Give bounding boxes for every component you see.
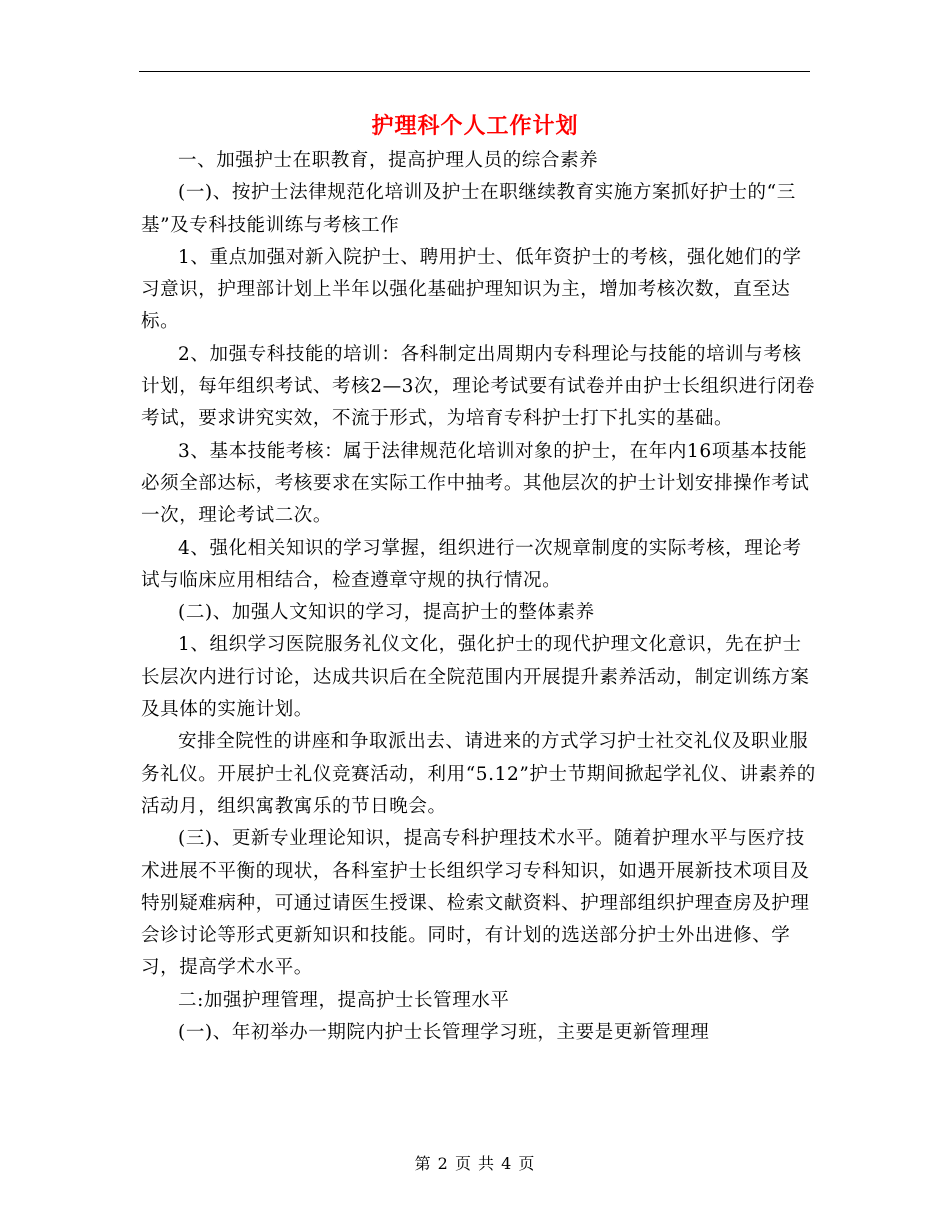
paragraph-2: (一)、按护士法律规范化培训及护士在职继续教育实施方案抓好护士的“三基”及专科技能训练与考核工作 bbox=[141, 182, 796, 236]
page-footer: 第 2 页 共 4 页 bbox=[414, 1154, 536, 1173]
paragraph-12: (一)、年初举办一期院内护士长管理学习班，主要是更新管理理 bbox=[178, 1022, 710, 1044]
document-title: 护理科个人工作计划 bbox=[371, 113, 579, 139]
paragraph-11: 二:加强护理管理，提高护士长管理水平 bbox=[178, 989, 510, 1011]
document-body bbox=[141, 145, 817, 1049]
header-rule bbox=[139, 71, 810, 72]
paragraph-9: 安排全院性的讲座和争取派出去、请进来的方式学习护士社交礼仪及职业服务礼仪。开展护士礼仪竞赛活动，利用“5.12”护士节期间掀起学礼仪、讲素养的活动月，组织寓教寓乐的节日晚会。 bbox=[141, 731, 816, 817]
paragraph-6: 4、强化相关知识的学习掌握，组织进行一次规章制度的实际考核，理论考试与临床应用相结合，检查遵章守规的执行情况。 bbox=[141, 537, 802, 591]
paragraph-4: 2、加强专科技能的培训：各科制定出周期内专科理论与技能的培训与考核计划，每年组织考试、考核2—3次，理论考试要有试卷并由护士长组织进行闭卷考试，要求讲究实效，不流于形式，为培育专科护士打下扎实的基础。 bbox=[141, 343, 816, 430]
paragraph-5: 3、基本技能考核：属于法律规范化培训对象的护士，在年内16项基本技能必须全部达标，考核要求在实际工作中抽考。其他层次的护士计划安排操作考试一次，理论考试二次。 bbox=[141, 440, 810, 527]
paragraph-1: 一、加强护士在职教育，提高护理人员的综合素养 bbox=[178, 150, 599, 171]
paragraph-3: 1、重点加强对新入院护士、聘用护士、低年资护士的考核，强化她们的学习意识，护理部计划上半年以强化基础护理知识为主，增加考核次数，直至达标。 bbox=[141, 246, 802, 333]
paragraph-10: (三)、更新专业理论知识，提高专科护理技术水平。随着护理水平与医疗技术进展不平衡的现状，各科室护士长组织学习专科知识，如遇开展新技术项目及特别疑难病种，可通过请医生授课、检索文献资料、护理部组织护理查房及护理会诊讨论等形式更新知识和技能。同时，有计划的选送部分护士外出进修、学习，提高学术水平。 bbox=[141, 828, 810, 979]
paragraph-7: (二)、加强人文知识的学习，提高护士的整体素养 bbox=[178, 602, 595, 624]
paragraph-8: 1、组织学习医院服务礼仪文化，强化护士的现代护理文化意识，先在护士长层次内进行讨论，达成共识后在全院范围内开展提升素养活动，制定训练方案及具体的实施计划。 bbox=[141, 634, 810, 721]
